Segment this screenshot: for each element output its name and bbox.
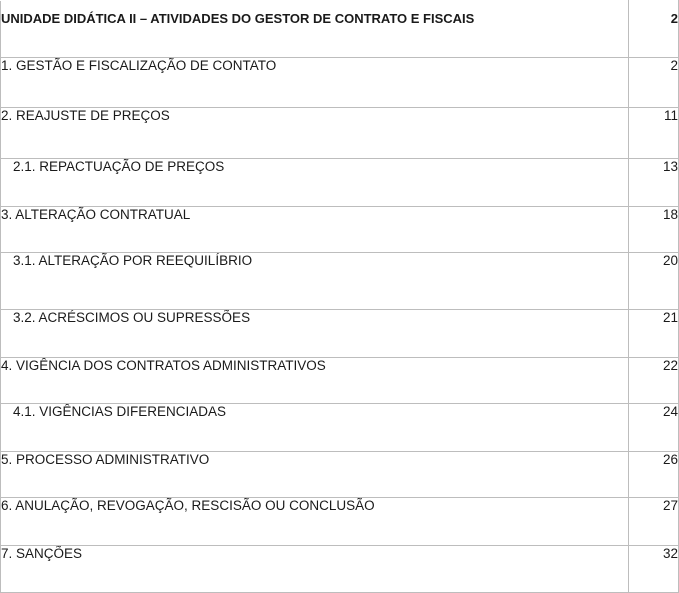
toc-row-title: 7. SANÇÕES: [1, 546, 629, 593]
toc-row: [1, 253, 679, 310]
toc-row-title: 4. VIGÊNCIA DOS CONTRATOS ADMINISTRATIVOS: [1, 358, 629, 404]
toc-row: [1, 58, 679, 108]
toc-row-title: 3.1. ALTERAÇÃO POR REEQUILÍBRIO: [1, 253, 629, 310]
toc-row-page: 24: [629, 404, 679, 452]
toc-header-title: UNIDADE DIDÁTICA II – ATIVIDADES DO GESTOR DE CONTRATO E FISCAIS: [1, 1, 629, 58]
toc-row: [1, 358, 679, 404]
toc-row-title: 5. PROCESSO ADMINISTRATIVO: [1, 452, 629, 498]
toc-row: [1, 404, 679, 452]
toc-row-page: 21: [629, 310, 679, 358]
toc-row-title: 1. GESTÃO E FISCALIZAÇÃO DE CONTATO: [1, 58, 629, 108]
toc-row-page: 2: [629, 58, 679, 108]
toc-row-title: 4.1. VIGÊNCIAS DIFERENCIADAS: [1, 404, 629, 452]
toc-row: [1, 207, 679, 253]
toc-row: [1, 159, 679, 207]
toc-header-row: [1, 1, 679, 58]
toc-row-page: 22: [629, 358, 679, 404]
toc-row: [1, 452, 679, 498]
toc-row-page: 13: [629, 159, 679, 207]
toc-row-title: 2.1. REPACTUAÇÃO DE PREÇOS: [1, 159, 629, 207]
toc-header-page: 2: [629, 1, 679, 58]
toc-row-page: 18: [629, 207, 679, 253]
toc-row-page: 32: [629, 546, 679, 593]
toc-row: [1, 546, 679, 593]
toc-row-page: 27: [629, 498, 679, 546]
toc-row-page: 26: [629, 452, 679, 498]
toc-row-title: 2. REAJUSTE DE PREÇOS: [1, 108, 629, 159]
toc-row-page: 20: [629, 253, 679, 310]
toc-row: [1, 108, 679, 159]
toc-row: [1, 310, 679, 358]
toc-row: [1, 498, 679, 546]
toc-row-title: 3. ALTERAÇÃO CONTRATUAL: [1, 207, 629, 253]
toc-row-page: 11: [629, 108, 679, 159]
toc-row-title: 3.2. ACRÉSCIMOS OU SUPRESSÕES: [1, 310, 629, 358]
toc-row-title: 6. ANULAÇÃO, REVOGAÇÃO, RESCISÃO OU CONCLUSÃO: [1, 498, 629, 546]
